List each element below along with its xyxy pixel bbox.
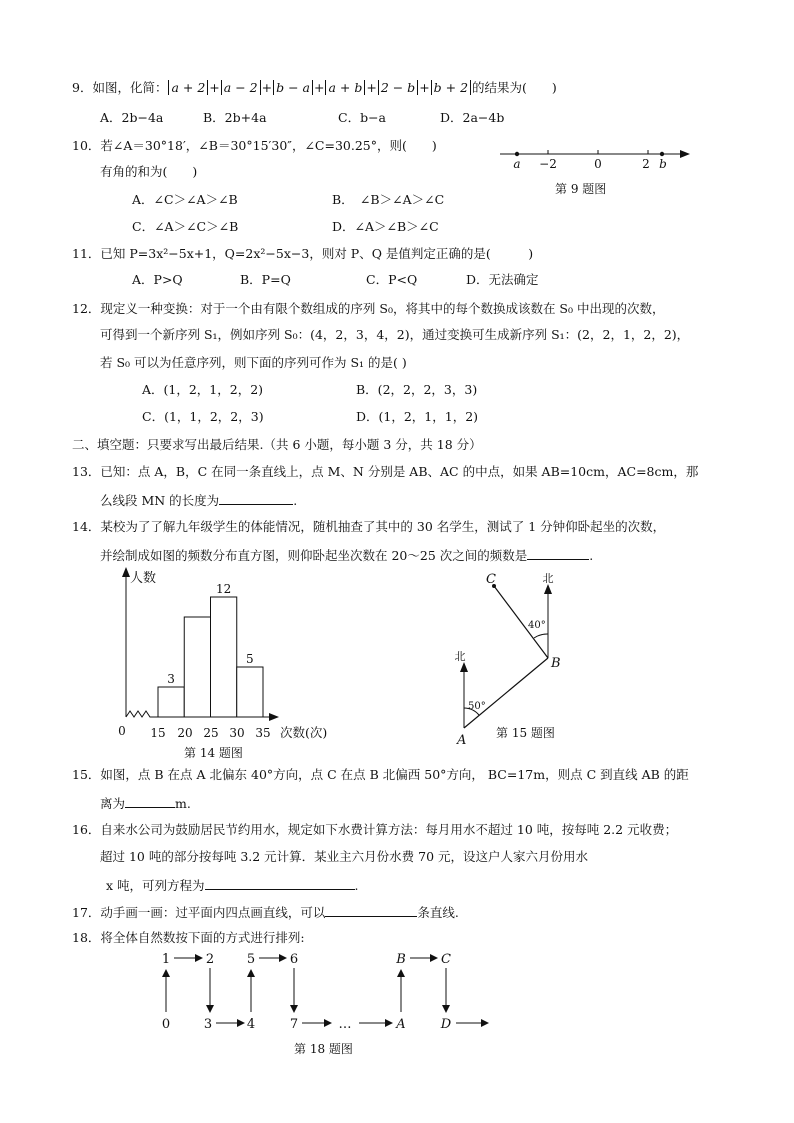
q18-line1: 18．将全体自然数按下面的方式进行排列:: [72, 930, 305, 945]
q9-abs-3: b − a: [273, 80, 313, 95]
point-a-label: A: [457, 733, 467, 748]
angle-arc-b: [534, 634, 548, 638]
q12-line3: 若 S₀ 可以为任意序列，则下面的序列可作为 S₁ 的是( ): [100, 355, 407, 370]
q12-line2: 可得到一个新序列 S₁，例如序列 S₀：(4，2，3，4，2)，通过变换可生成新序列 S₁：(2，2，1，2，2)，: [100, 327, 690, 342]
q10-option-a: A．∠C＞∠A＞∠B: [132, 192, 238, 207]
q9-abs-6: b + 2: [431, 80, 471, 95]
q9-option-d: D．2a−4b: [440, 110, 505, 125]
q12-line1: 12．现定义一种变换：对于一个由有限个数组成的序列 S₀，将其中的每个数换成该数在 S₀ 中出现的次数，: [72, 301, 665, 316]
q9-option-c: C．b−a: [338, 110, 386, 125]
q15-line2: 离为 m.: [100, 796, 191, 811]
q15-line1: 15．如图，点 B 在点 A 北偏东 40°方向，点 C 在点 B 北偏西 50°方向， BC=17m，则点 C 到直线 AB 的距: [72, 767, 689, 782]
q9-option-a: A．2b−4a: [100, 110, 164, 125]
origin-label: 0: [118, 724, 126, 738]
q9-line: 9．如图，化简： a + 2 + a − 2 + b − a + a + b + 2 − b + b + 2 的结果为( ): [72, 80, 557, 95]
number-line-arrow: [680, 150, 690, 158]
x-tick-label: 35: [255, 726, 271, 740]
bar-value-label: 5: [246, 652, 254, 666]
x-axis-label: 次数(次): [280, 725, 328, 740]
q14-line1: 14．某校为了了解九年级学生的体能情况，随机抽查了其中的 30 名学生，测试了 1 分钟仰卧起坐的次数，: [72, 519, 666, 534]
q12-option-b: B．(2，2，2，3，3): [356, 382, 478, 397]
q13-answer-blank[interactable]: [219, 491, 293, 505]
bottom-3: 3: [203, 1017, 213, 1032]
q11-option-b: B．P=Q: [240, 272, 291, 287]
north-label-a: 北: [454, 650, 466, 663]
segment-ab: [464, 658, 548, 728]
bottom-4: 4: [246, 1017, 256, 1032]
q10-line1: 10．若∠A＝30°18′，∠B＝30°15′30″，∠C=30.25°，则( ): [72, 138, 437, 153]
q12-option-c: C．(1，1，2，2，3): [142, 409, 264, 424]
q9-abs-4: a + b: [325, 80, 365, 95]
top-6: 6: [289, 952, 299, 967]
x-tick-label: 25: [203, 726, 219, 740]
histogram-bar-30-35: [237, 667, 263, 717]
label-minus-2: −2: [539, 157, 557, 171]
angle-label-a: 50°: [468, 701, 486, 712]
point-b-dot: [660, 152, 664, 156]
histogram-bar-15-20: [158, 687, 184, 717]
q10-line2: 有角的和为( ): [100, 164, 198, 179]
north-arrow-a-head: [460, 662, 468, 672]
axis-break-zigzag: [126, 711, 158, 717]
q9-stem: 9．如图，化简：: [72, 80, 168, 95]
q17-line1: 17．动手画一画：过平面内四点画直线，可以 条直线.: [72, 905, 459, 920]
bottom-d: D: [440, 1017, 452, 1032]
q14-line2: 并绘制成如图的频数分布直方图，则仰卧起坐次数在 20～25 次之间的频数是 .: [100, 548, 594, 563]
fig14-histogram: [110, 565, 345, 745]
point-b-label: B: [551, 656, 561, 671]
fig9-caption: 第 9 题图: [555, 182, 607, 196]
angle-label-b: 40°: [528, 620, 546, 631]
q13-line2: 么线段 MN 的长度为 .: [100, 493, 298, 508]
q10-option-b: B． ∠B＞∠A＞∠C: [332, 192, 445, 207]
q17-answer-blank[interactable]: [325, 903, 417, 917]
bottom-a: A: [396, 1017, 406, 1032]
q14-answer-blank[interactable]: [527, 546, 589, 560]
q16-line3: x 吨，可列方程为 .: [106, 878, 359, 893]
label-0: 0: [594, 157, 602, 171]
north-label-b: 北: [542, 572, 554, 585]
x-tick-label: 20: [177, 726, 193, 740]
bottom-7: 7: [289, 1017, 299, 1032]
top-1: 1: [161, 952, 171, 967]
q9-abs-5: 2 − b: [378, 80, 418, 95]
q12-option-a: A．(1，2，1，2，2): [142, 382, 264, 397]
q9-option-b: B．2b+4a: [203, 110, 267, 125]
q9-tail: 的结果为( ): [472, 80, 557, 95]
y-axis-arrow: [122, 567, 130, 577]
label-b: b: [659, 157, 667, 171]
q13-line1: 13．已知：点 A，B，C 在同一条直线上，点 M、N 分别是 AB、AC 的中点，如果 AB=10cm，AC=8cm，那: [72, 464, 699, 479]
point-c-label: C: [486, 572, 496, 587]
q16-line2: 超过 10 吨的部分按每吨 3.2 元计算．某业主六月份水费 70 元，设这户人家六月份用水: [100, 849, 589, 864]
label-2: 2: [642, 157, 650, 171]
north-arrow-b-head: [544, 584, 552, 594]
x-tick-label: 15: [150, 726, 166, 740]
q16-line1: 16．自来水公司为鼓励居民节约用水，规定如下水费计算方法：每月用水不超过 10 吨，按每吨 2.2 元收费；: [72, 822, 678, 837]
q11-option-a: A．P>Q: [132, 272, 183, 287]
q10-option-d: D．∠A＞∠B＞∠C: [332, 219, 439, 234]
q12-option-d: D．(1，2，1，1，2): [356, 409, 479, 424]
bars-group: [158, 582, 263, 717]
fig18-caption: 第 18 题图: [294, 1042, 353, 1056]
q11-line1: 11．已知 P=3x²−5x+1，Q=2x²−5x−3，则对 P、Q 是值判定正确的是( ): [72, 246, 534, 261]
q11-option-c: C．P<Q: [366, 272, 418, 287]
q9-abs-2: a − 2: [221, 80, 261, 95]
q9-abs-1: a + 2: [168, 80, 208, 95]
top-2: 2: [205, 952, 215, 967]
y-axis-label: 人数: [130, 571, 157, 586]
q11-option-d: D．无法确定: [466, 272, 539, 287]
histogram-bar-20-25: [184, 617, 210, 717]
fig14-caption: 第 14 题图: [184, 746, 243, 760]
q10-option-c: C．∠A＞∠C＞∠B: [132, 219, 239, 234]
x-tick-label: 30: [229, 726, 245, 740]
bottom-ellipsis: …: [338, 1017, 352, 1032]
bar-value-label: 12: [215, 582, 232, 596]
top-b: B: [396, 952, 406, 967]
bar-value-label: 3: [167, 672, 175, 686]
fig9-number-line: [500, 140, 695, 172]
fig15-bearing-diagram: [446, 568, 576, 748]
fig18-number-arrangement: [155, 946, 500, 1036]
top-c: C: [441, 952, 451, 967]
q16-answer-blank[interactable]: [205, 876, 355, 890]
bottom-0: 0: [161, 1017, 171, 1032]
histogram-bar-25-30: [211, 597, 237, 717]
point-a-dot: [515, 152, 519, 156]
section2-heading: 二、填空题：只要求写出最后结果.（共 6 小题，每小题 3 分，共 18 分）: [72, 437, 482, 452]
label-a: a: [513, 157, 521, 171]
top-5: 5: [246, 952, 256, 967]
q15-answer-blank[interactable]: [125, 794, 175, 808]
fig15-caption: 第 15 题图: [496, 726, 555, 740]
x-axis-arrow: [269, 713, 279, 721]
